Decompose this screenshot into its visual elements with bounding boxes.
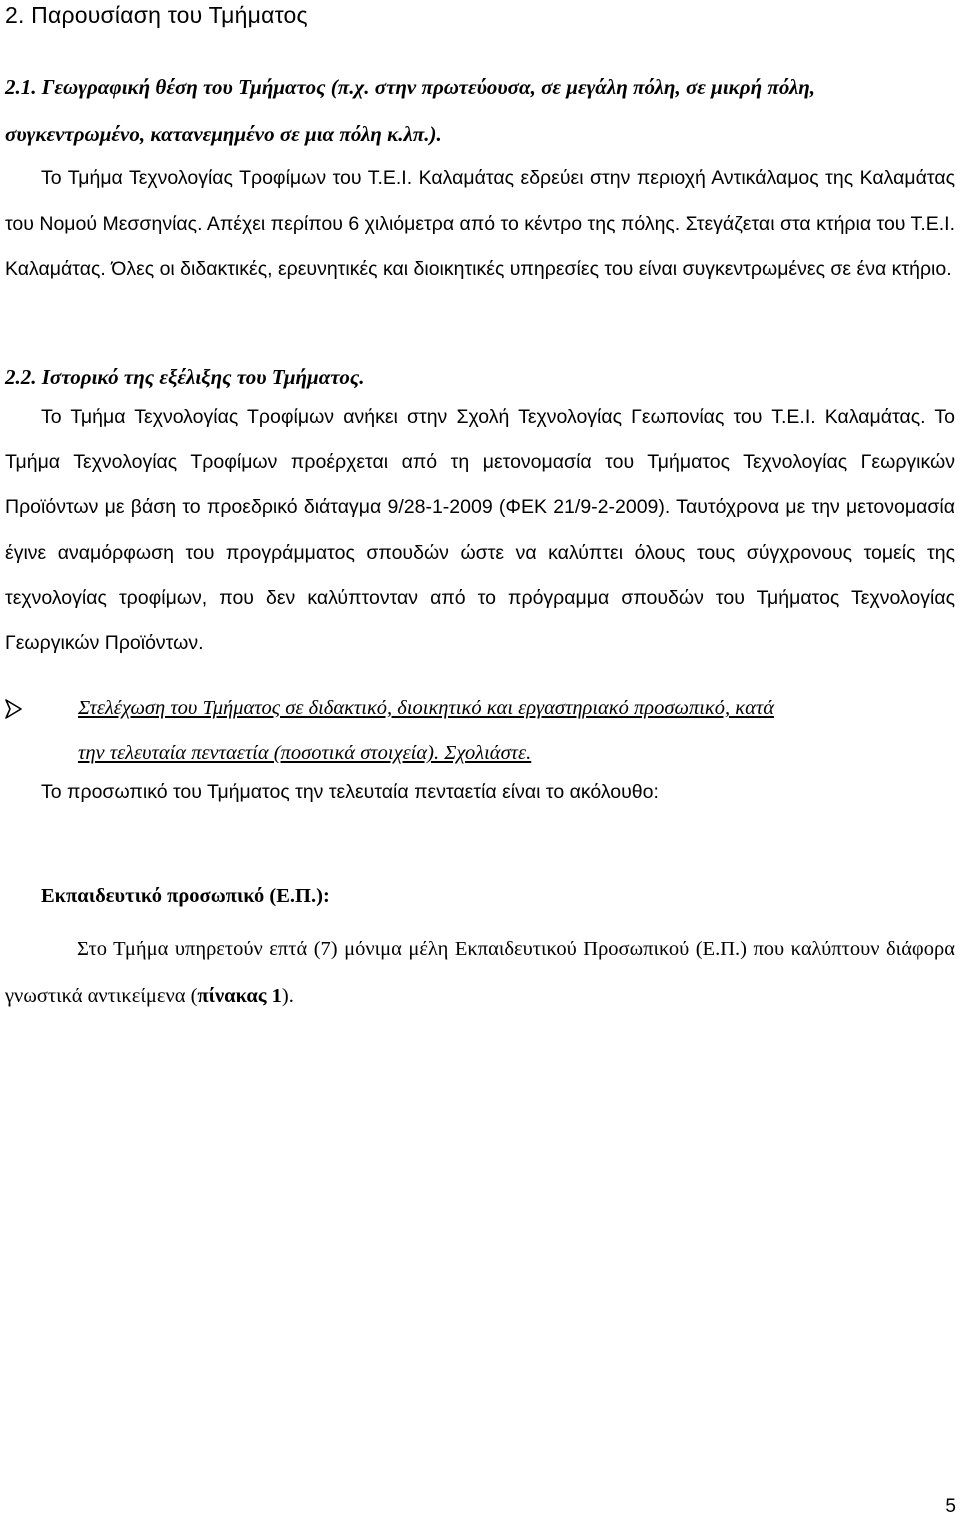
subsection-1-title: 2.1. Γεωγραφική θέση του Τμήματος (π.χ. στην πρωτεύουσα, σε μεγάλη πόλη, σε μικρή πόλη, συγκεντρωμένο, κατανεμημένο σε μια πόλη κ.λπ.). — [5, 75, 816, 146]
section-title: 2. Παρουσίαση του Τμήματος — [5, 2, 308, 28]
page-number: 5 — [945, 1496, 956, 1517]
teaching-staff-paragraph — [5, 926, 955, 1020]
subsection-1-paragraph-text: Το Τμήμα Τεχνολογίας Τροφίμων του Τ.Ε.Ι. Καλαμάτας εδρεύει στην περιοχή Αντικάλαμος της Καλαμάτας του Νομού Μεσσηνίας. Απέχει περίπου 6 χιλιόμετρα από το κέντρο της πόλης. Στεγάζεται στα κτήρια του Τ.Ε.Ι. Καλαμάτας. Όλες οι διδακτικές, ερευνητικές και διοικητικές υπηρεσίες του είναι συγκεντρωμένες σε ένα κτήριο. — [5, 167, 955, 281]
subsection-2-title: 2.2. Ιστορικό της εξέλιξης του Τμήματος. — [5, 365, 365, 389]
teaching-staff-text-after: ). — [281, 985, 294, 1007]
subsection-2-paragraph-text: Το Τμήμα Τεχνολογίας Τροφίμων ανήκει στην Σχολή Τεχνολογίας Γεωπονίας του Τ.Ε.Ι. Καλαμάτας. Το Τμήμα Τεχνολογίας Τροφίμων προέρχεται από τη μετονομασία του Τμήματος Τεχνολογίας Γεωργικών Προϊόντων με βάση το προεδρικό διάταγμα 9/28-1-2009 (ΦΕΚ 21/9-2-2009). Ταυτόχρονα με την μετονομασία έγινε αναμόρφωση του προγράμματος σπουδών ώστε να καλύπτει όλους τους σύγχρονους τομείς της τεχνολογίας τροφίμων, που δεν καλύπτονταν από το πρόγραμμα σπουδών του Τμήματος Τεχνολογίας Γεωργικών Προϊόντων. — [5, 406, 955, 655]
teaching-staff-heading: Εκπαιδευτικό προσωπικό (Ε.Π.): — [41, 885, 330, 907]
staff-intro: Το προσωπικό του Τμήματος την τελευταία πενταετία είναι το ακόλουθο: — [41, 781, 659, 803]
bullet-line-2: την τελευταία πενταετία (ποσοτικά στοιχεία). Σχολιάστε. — [78, 742, 532, 764]
teaching-staff-text-before: Στο Τμήμα υπηρετούν επτά (7) μόνιμα μέλη Εκπαιδευτικού Προσωπικού (Ε.Π.) που καλύπτουν διάφορα γνωστικά αντικείμενα ( — [5, 938, 955, 1007]
bullet-line-1: Στελέχωση του Τμήματος σε διδακτικό, διοικητικό και εργαστηριακό προσωπικό, κατά — [78, 697, 774, 719]
subsection-1-paragraph — [5, 156, 955, 293]
arrow-bullet-icon — [5, 686, 35, 731]
table-reference: πίνακας 1 — [197, 985, 282, 1007]
bullet-item — [5, 686, 955, 776]
subsection-2-paragraph — [5, 395, 955, 666]
bullet-text — [78, 686, 955, 776]
